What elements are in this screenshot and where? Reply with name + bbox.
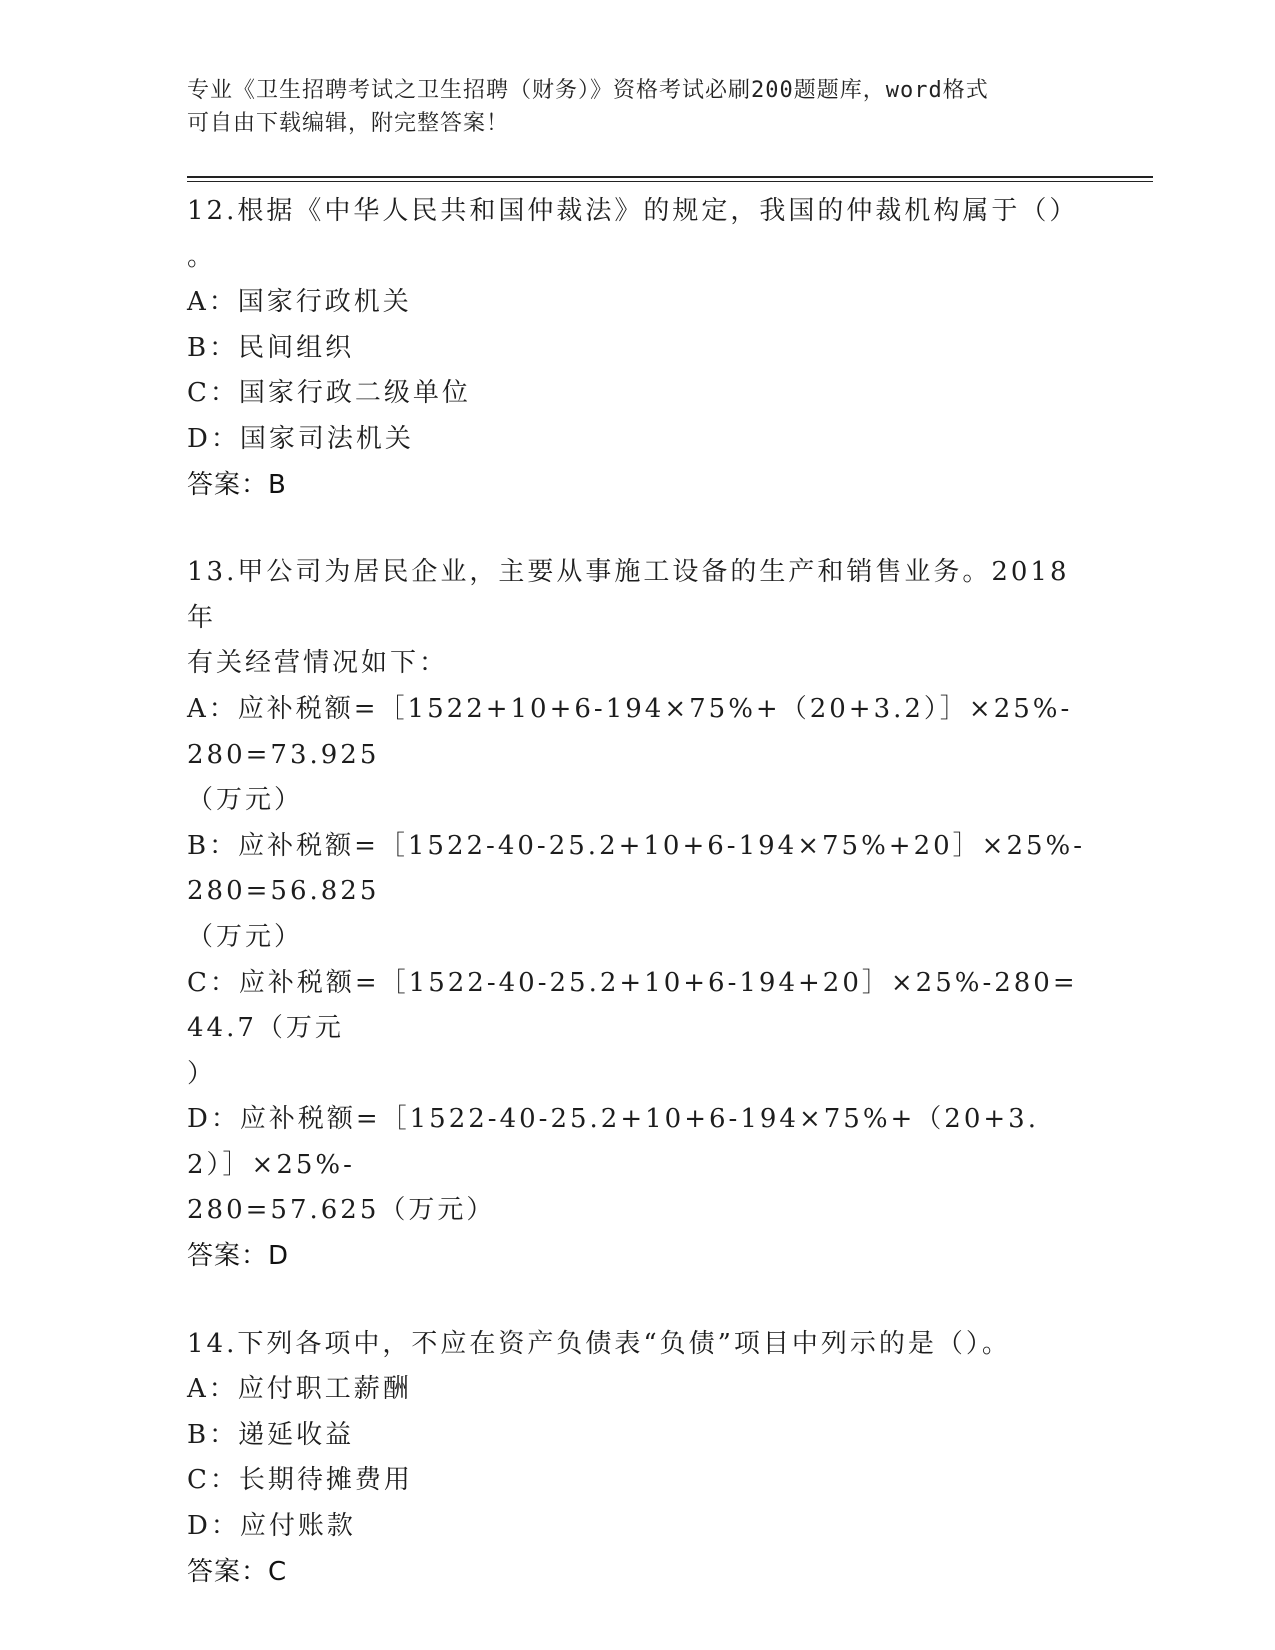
question-stem-line: 。 [187, 241, 217, 272]
option-c: C：长期待摊费用 [187, 1465, 413, 1496]
option-a: A：应付职工薪酬 [187, 1374, 412, 1405]
question-stem-line: 13.甲公司为居民企业，主要从事施工设备的生产和销售业务。2018年 [187, 557, 1070, 633]
option-b: B：应补税额=［1522-40-25.2+10+6-194×75%+20］×25%-280=56.825 [187, 830, 1086, 907]
option-b: B：民间组织 [187, 332, 355, 363]
question-13 [187, 550, 1087, 1280]
question-stem-line: 有关经营情况如下： [187, 648, 449, 679]
header-line-1: 专业《卫生招聘考试之卫生招聘（财务）》资格考试必刷200题题库，word格式 [187, 78, 989, 103]
header-line-2: 可自由下载编辑，附完整答案！ [187, 111, 510, 136]
option-c: C：国家行政二级单位 [187, 378, 471, 409]
option-d: D：应补税额=［1522-40-25.2+10+6-194×75%+（20+3.2）］×25%- [187, 1104, 1039, 1180]
answer-label: 答案：B [187, 469, 287, 500]
question-12 [187, 189, 1087, 508]
option-d: D：国家司法机关 [187, 423, 414, 454]
answer-label: 答案：D [187, 1241, 290, 1272]
option-b-continued: （万元） [187, 921, 304, 952]
question-stem-line: 12.根据《中华人民共和国仲裁法》的规定，我国的仲裁机构属于（） [187, 196, 1079, 226]
question-14 [187, 1322, 1087, 1596]
question-list [187, 189, 1087, 1637]
option-d: D：应付账款 [187, 1511, 356, 1542]
option-d-continued: 280=57.625（万元） [187, 1195, 496, 1226]
option-c: C：应补税额=［1522-40-25.2+10+6-194+20］×25%-280=44.7（万元 [187, 967, 1078, 1044]
option-a: A：应补税额=［1522+10+6-194×75%+（20+3.2）］×25%-280=73.925 [187, 693, 1073, 770]
header-divider-thin [187, 181, 1153, 182]
question-stem-line: 14.下列各项中，不应在资产负债表“负债”项目中列示的是（）。 [187, 1328, 1011, 1359]
option-b: B：递延收益 [187, 1419, 355, 1450]
option-a-continued: （万元） [187, 785, 304, 816]
answer-label: 答案：C [187, 1556, 288, 1587]
option-c-continued: ） [187, 1058, 217, 1089]
header-divider-thick [187, 176, 1153, 178]
option-a: A：国家行政机关 [187, 287, 412, 318]
document-header [187, 74, 1067, 140]
